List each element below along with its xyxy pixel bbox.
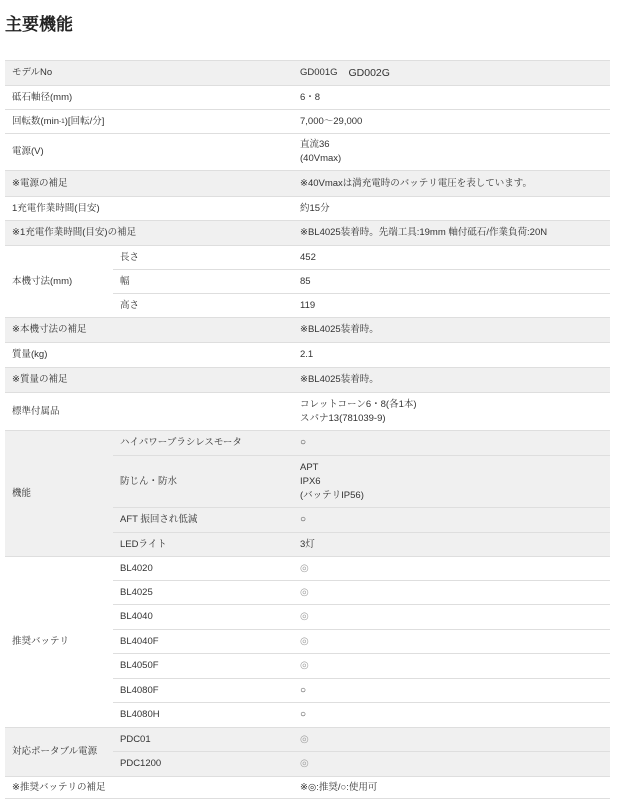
spec-table [5,60,610,799]
dimensions-height-label: 高さ [113,293,293,317]
dimensions-length-value: 452 [293,245,610,269]
weight-note-label: ※質量の補足 [5,367,293,392]
accessories-value [293,392,610,430]
rotation-value: 7,000〜29,000 [293,109,610,133]
feature-led-value: 3灯 [293,532,610,556]
power-note-label: ※電源の補足 [5,170,293,196]
grindstone-shaft-label: 砥石軸径(mm) [5,85,293,109]
features-label: 機能 [5,430,113,556]
feature-motor-value [293,430,610,455]
runtime-value: 約15分 [293,196,610,220]
portable-pdc1200-value [293,751,610,776]
dustproof-line: APT [300,461,319,473]
accessory-item: スパナ13(781039-9) [300,412,386,424]
dimensions-length-label: 長さ [113,245,293,269]
battery-bl4080h-value [293,702,610,727]
battery-bl4080f-label: BL4080F [113,678,293,702]
dustproof-line: IPX6 [300,475,321,487]
battery-bl4040f-value [293,629,610,653]
accessories-label: 標準付属品 [5,392,293,430]
weight-label: 質量(kg) [5,342,293,367]
battery-note-value: ※◎:推奨/○:使用可 [293,776,610,799]
battery-bl4050f-label: BL4050F [113,653,293,678]
feature-dustproof-value [293,455,610,507]
recommended-mark: ◎ [300,586,309,598]
page-title: 主要機能 [5,15,73,34]
dimensions-width-label: 幅 [113,269,293,293]
portable-pdc1200-label: PDC1200 [113,751,293,776]
dustproof-line: (バッテリIP56) [300,489,364,501]
feature-dustproof-label: 防じん・防水 [113,455,293,507]
rotation-label: 回転数(min -1 )[回転/分] [5,109,293,133]
runtime-label: 1充電作業時間(目安) [5,196,293,220]
feature-led-label: LEDライト [113,532,293,556]
dimensions-label: 本機寸法(mm) [5,245,113,317]
grindstone-shaft-value: 6・8 [293,85,610,109]
battery-bl4040f-label: BL4040F [113,629,293,653]
dimensions-height-value: 119 [293,293,610,317]
recommended-mark: ◎ [300,611,309,622]
available-mark: ○ [300,684,307,696]
power-value [293,133,610,170]
feature-aft-label: AFT 振回され低減 [113,507,293,532]
model-value [293,60,610,85]
dimensions-width-value: 85 [293,269,610,293]
model-gd002g: GD002G [348,67,390,79]
runtime-note-label: ※1充電作業時間(目安)の補足 [5,220,293,245]
portable-pdc01-label: PDC01 [113,727,293,751]
battery-note-label: ※推奨バッテリの補足 [5,776,293,799]
portable-pdc01-value [293,727,610,751]
available-mark: ○ [300,709,307,720]
feature-aft-value [293,507,610,532]
available-mark: ○ [300,514,307,525]
recommended-mark: ◎ [300,562,309,574]
rotation-label-tail: )[回転/分] [64,115,105,127]
batteries-label: 推奨バッテリ [5,556,113,727]
power-label: 電源(V) [5,133,293,170]
battery-bl4040-value [293,604,610,629]
battery-bl4020-label: BL4020 [113,556,293,580]
dimensions-note-label: ※本機寸法の補足 [5,317,293,342]
rotation-label-main: 回転数(min [12,115,59,127]
battery-bl4080h-label: BL4080H [113,702,293,727]
battery-bl4050f-value [293,653,610,678]
battery-bl4020-value [293,556,610,580]
power-value-line: (40Vmax) [300,153,342,164]
model-gd001g: GD001G [300,67,338,78]
battery-bl4025-value [293,580,610,604]
portable-power-label: 対応ポータブル電源 [5,727,113,776]
model-label: モデルNo [5,60,293,85]
recommended-mark: ◎ [300,733,309,745]
recommended-mark: ◎ [300,758,309,769]
weight-value: 2.1 [293,342,610,367]
available-mark: ○ [300,437,307,448]
recommended-mark: ◎ [300,635,309,647]
runtime-note-value: ※BL4025装着時。先端工具:19mm 軸付砥石/作業負荷:20N [293,220,610,245]
battery-bl4040-label: BL4040 [113,604,293,629]
weight-note-value: ※BL4025装着時。 [293,367,610,392]
feature-motor-label: ハイパワーブラシレスモータ [113,430,293,455]
power-value-line: 直流36 [300,139,330,150]
power-note-value: ※40Vmaxは満充電時のバッテリ電圧を表しています。 [293,170,610,196]
battery-bl4025-label: BL4025 [113,580,293,604]
accessory-item: コレットコーン6・8(各1本) [300,398,417,410]
dimensions-note-value: ※BL4025装着時。 [293,317,610,342]
recommended-mark: ◎ [300,660,309,671]
battery-bl4080f-value [293,678,610,702]
